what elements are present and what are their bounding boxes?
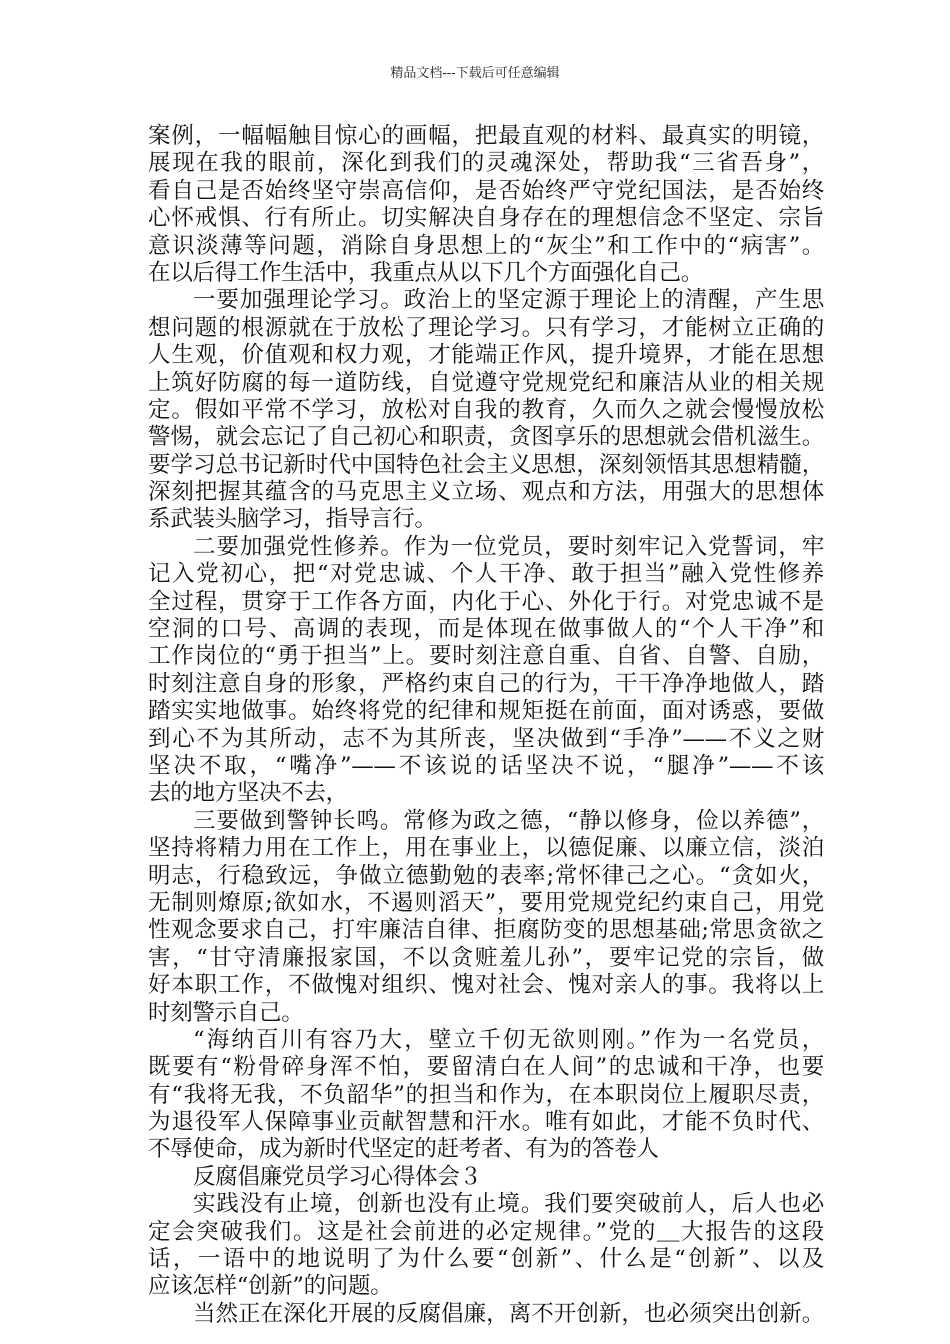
text-line: 上筑好防腐的每一道防线，自觉遵守党规党纪和廉洁从业的相关规 (148, 369, 824, 396)
text-line: 深刻把握其蕴含的马克思主义立场、观点和方法，用强大的思想体 (148, 479, 824, 506)
text-line: 既要有“粉骨碎身浑不怕，要留清白在人间”的忠诚和干净，也要 (148, 1054, 824, 1081)
text-line: 话，一语中的地说明了为什么要“创新”、什么是“创新”、以及 (148, 1246, 824, 1273)
text-line: 为退役军人保障事业贡献智慧和汗水。唯有如此，才能不负时代、 (148, 1109, 824, 1136)
text-line: 二要加强党性修养。作为一位党员，要时刻牢记入党誓词，牢 (193, 533, 824, 560)
text-line: 反腐倡廉党员学习心得体会３ (193, 1163, 482, 1190)
text-line: 看自己是否始终坚守崇高信仰，是否始终严守党纪国法，是否始终 (148, 177, 824, 204)
text-line: 无制则燎原;欲如水，不遏则滔天”，要用党规党纪约束自己，用党 (148, 889, 824, 916)
text-line: 展现在我的眼前，深化到我们的灵魂深处，帮助我“三省吾身”， (148, 150, 824, 177)
text-line: 实践没有止境，创新也没有止境。我们要突破前人，后人也必 (193, 1191, 824, 1218)
text-line: 应该怎样“创新”的问题。 (148, 1273, 393, 1300)
text-line: 工作岗位的“勇于担当”上。要时刻注意自重、自省、自警、自励， (148, 643, 824, 670)
text-line: 记入党初心，把“对党忠诚、个人干净、敢于担当”融入党性修养 (148, 561, 824, 588)
page-header: 精品文档---下载后可任意编辑 (390, 66, 560, 81)
text-line: 害，“甘守清廉报家国，不以贪赃羞儿孙”，要牢记党的宗旨，做 (148, 944, 824, 971)
text-line: 要学习总书记新时代中国特色社会主义思想，深刻领悟其思想精髓， (148, 451, 824, 478)
text-line: 踏实实地做事。始终将党的纪律和规矩挺在前面，面对诱惑，要做 (148, 698, 824, 725)
text-line: 有“我将无我，不负韶华”的担当和作为，在本职岗位上履职尽责， (148, 1081, 824, 1108)
text-line: 定会突破我们。这是社会前进的必定规律。”党的＿大报告的这段 (148, 1218, 824, 1245)
text-line: 明志，行稳致远，争做立德勤勉的表率;常怀律己之心。“贪如火， (148, 862, 824, 889)
text-line: 时刻注意自身的形象，严格约束自己的行为，干干净净地做人，踏 (148, 670, 824, 697)
text-line: 系武装头脑学习，指导言行。 (148, 506, 437, 533)
text-line: 警惕，就会忘记了自己初心和职责，贪图享乐的思想就会借机滋生。 (148, 424, 824, 451)
text-line: 性观念要求自己，打牢廉洁自律、拒腐防变的思想基础;常思贪欲之 (148, 917, 824, 944)
text-line: 意识淡薄等问题，消除自身思想上的“灰尘”和工作中的“病害”。 (148, 232, 824, 259)
document-body (148, 123, 824, 1328)
text-line: 坚决不取，“嘴净”——不该说的话坚决不说，“腿净”——不该 (148, 752, 824, 779)
text-line: 时刻警示自己。 (148, 999, 304, 1026)
text-line: 心怀戒惧、行有所止。切实解决自身存在的理想信念不坚定、宗旨 (148, 205, 824, 232)
text-line: 好本职工作，不做愧对组织、愧对社会、愧对亲人的事。我将以上 (148, 972, 824, 999)
text-line: 坚持将精力用在工作上，用在事业上，以德促廉、以廉立信，淡泊 (148, 835, 824, 862)
text-line: 到心不为其所动，志不为其所丧，坚决做到“手净”——不义之财 (148, 725, 824, 752)
text-line: 想问题的根源就在于放松了理论学习。只有学习，才能树立正确的 (148, 314, 824, 341)
text-line: 人生观，价值观和权力观，才能端正作风，提升境界，才能在思想 (148, 342, 824, 369)
text-line: 在以后得工作生活中，我重点从以下几个方面强化自己。 (148, 259, 704, 286)
text-line: 全过程，贯穿于工作各方面，内化于心、外化于行。对党忠诚不是 (148, 588, 824, 615)
text-line: 一要加强理论学习。政治上的坚定源于理论上的清醒，产生思 (193, 287, 824, 314)
text-line: 三要做到警钟长鸣。常修为政之德，“静以修身，俭以养德”， (193, 807, 824, 834)
text-line: “海纳百川有容乃大，壁立千仞无欲则刚。”作为一名党员， (193, 1026, 824, 1053)
text-line: 定。假如平常不学习，放松对自我的教育，久而久之就会慢慢放松 (148, 396, 824, 423)
text-line: 案例，一幅幅触目惊心的画幅，把最直观的材料、最真实的明镜， (148, 123, 824, 149)
text-line: 空洞的口号、高调的表现，而是体现在做事做人的“个人干净”和 (148, 616, 824, 643)
text-line: 当然正在深化开展的反腐倡廉，离不开创新，也必须突出创新。 (193, 1300, 824, 1327)
text-line: 去的地方坚决不去， (148, 780, 348, 807)
text-line: 不辱使命，成为新时代坚定的赶考者、有为的答卷人 (148, 1136, 659, 1163)
